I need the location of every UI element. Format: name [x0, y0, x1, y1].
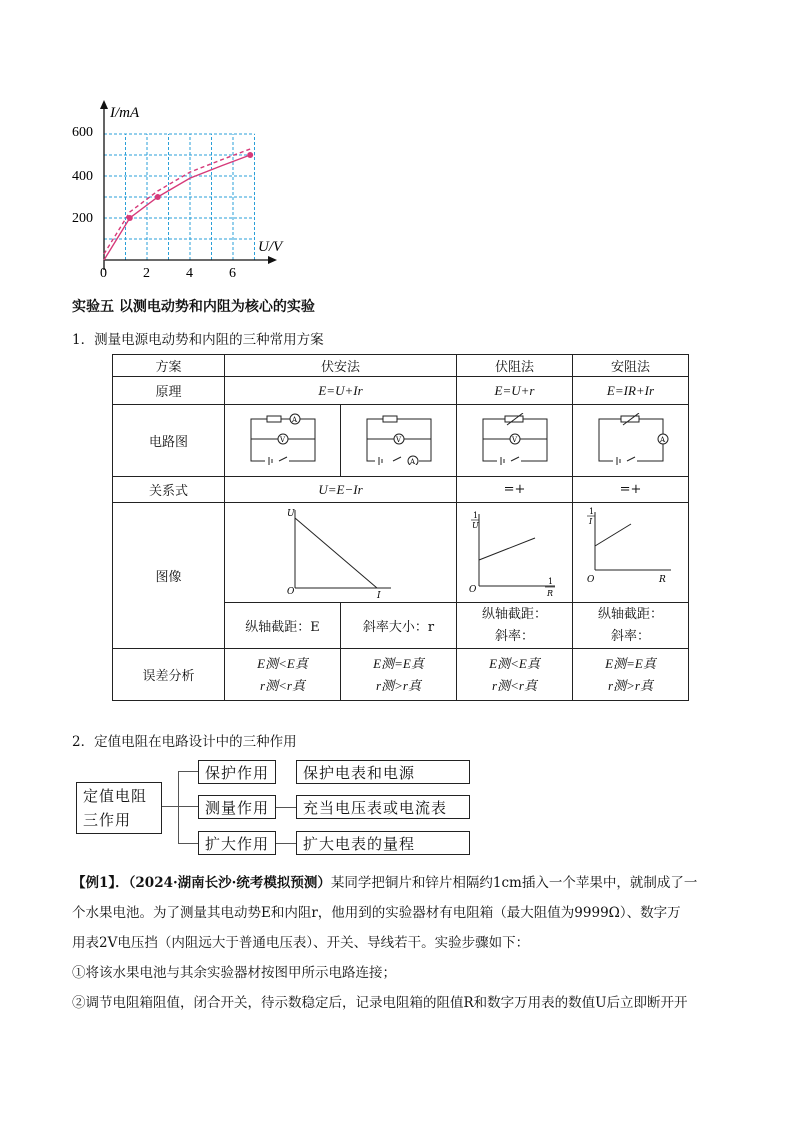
example-step-2: ②调节电阻箱阻值，闭合开关，待示数稳定后，记录电阻箱的阻值R和数字万用表的数值U后立即断开开 [72, 995, 688, 1011]
slope-1: 斜率大小：r [341, 603, 457, 649]
th-voltammetry: 伏安法 [225, 355, 457, 377]
link-3 [276, 843, 296, 844]
slope-3: 斜率： [610, 628, 650, 644]
example-1 [72, 868, 732, 1018]
diagram-trunk [178, 771, 179, 843]
svg-text:I: I [376, 590, 381, 598]
th-amp-resistance: 安阻法 [573, 355, 689, 377]
relation-3: =+ [573, 477, 689, 503]
svg-text:I: I [588, 516, 592, 526]
x-axis-label: U/V [258, 239, 283, 255]
example-text-1: 某同学把铜片和锌片相隔约1cm插入一个苹果中，就制成了一 [330, 875, 698, 891]
section5-title: 实验五 以测电动势和内阻为核心的实验 [72, 299, 315, 315]
y-tick-400: 400 [72, 169, 93, 184]
branch-3-line [178, 843, 198, 844]
svg-text:O: O [468, 584, 476, 595]
circuit-diagram-4 [591, 413, 671, 465]
y-axis-arrow [100, 100, 108, 109]
svg-text:V: V [511, 435, 517, 444]
svg-text:O: O [586, 574, 594, 585]
relation-1: U=E−Ir [225, 477, 457, 503]
desc-protect: 保护电表和电源 [296, 760, 470, 784]
grid [104, 134, 255, 260]
error-3-r: r测<r真 [492, 677, 537, 693]
branch-1-line [178, 771, 198, 772]
intercept-slope-2 [457, 603, 573, 649]
example-tag: 【例1】． [72, 875, 129, 891]
row-principle-label: 原理 [113, 377, 225, 405]
item2-heading: 2．定值电阻在电路设计中的三种作用 [72, 734, 297, 750]
x-tick-2: 2 [143, 266, 150, 281]
i-u-graph [60, 95, 300, 285]
th-volt-resistance: 伏阻法 [457, 355, 573, 377]
error-1 [225, 649, 341, 701]
data-point [127, 215, 133, 221]
circuit-diagram-3 [475, 413, 555, 465]
slope-2: 斜率： [494, 628, 534, 644]
x-tick-4: 4 [186, 266, 193, 281]
role-protect: 保护作用 [198, 760, 276, 784]
row-relation-label: 关系式 [113, 477, 225, 503]
y-tick-200: 200 [72, 211, 93, 226]
svg-text:A: A [409, 457, 415, 465]
error-4 [573, 649, 689, 701]
circuit-diagram-1 [243, 413, 323, 465]
curves [104, 149, 253, 260]
circuit-diagram-2 [359, 413, 439, 465]
th-scheme: 方案 [113, 355, 225, 377]
circuit-2 [341, 405, 457, 477]
data-point [247, 152, 253, 158]
graph-1i-r [581, 504, 681, 598]
svg-text:1: 1 [472, 510, 478, 520]
role-measure: 测量作用 [198, 795, 276, 819]
item1-heading: 1．测量电源电动势和内阻的三种常用方案 [72, 332, 324, 348]
error-2-e: E测=E真 [373, 655, 424, 671]
error-2 [341, 649, 457, 701]
x-tick-0: 0 [100, 266, 107, 281]
error-4-r: r测>r真 [608, 677, 653, 693]
svg-text:U: U [286, 508, 295, 519]
intercept-slope-3 [573, 603, 689, 649]
y-axis-label: I/mA [110, 105, 140, 121]
graph-2-cell [457, 503, 573, 603]
example-step-1: ①将该水果电池与其余实验器材按图甲所示电路连接； [72, 965, 396, 981]
error-1-e: E测<E真 [257, 655, 308, 671]
principle-2: E=U+r [457, 377, 573, 405]
example-source: （2024·湖南长沙·统考模拟预测） [128, 875, 331, 891]
svg-text:A: A [291, 415, 297, 424]
circuit-1 [225, 405, 341, 477]
intercept-3: 纵轴截距： [597, 606, 663, 622]
svg-text:R: R [658, 574, 666, 585]
svg-text:1: 1 [588, 506, 594, 516]
example-line-1 [72, 868, 732, 898]
diagram-stem [162, 806, 178, 807]
example-text-3: 用表2V电压挡（内阻远大于普通电压表）、开关、导线若干。实验步骤如下： [72, 935, 530, 951]
error-1-r: r测<r真 [260, 677, 305, 693]
svg-text:A: A [659, 435, 665, 444]
row-circuit-label: 电路图 [113, 405, 225, 477]
link-2 [276, 807, 296, 808]
row-graph-label: 图像 [113, 503, 225, 649]
svg-text:V: V [395, 435, 401, 444]
x-tick-6: 6 [229, 266, 236, 281]
principle-1: E=U+Ir [225, 377, 457, 405]
circuit-4 [573, 405, 689, 477]
svg-text:V: V [279, 435, 285, 444]
graph-1u-1r [465, 504, 565, 598]
principle-3: E=IR+Ir [573, 377, 689, 405]
svg-text:O: O [286, 586, 294, 597]
branch-2-line [178, 806, 198, 807]
error-3 [457, 649, 573, 701]
desc-expand: 扩大电表的量程 [296, 831, 470, 855]
row-error-label: 误差分析 [113, 649, 225, 701]
circuit-3 [457, 405, 573, 477]
example-text-2: 个水果电池。为了测量其电动势E和内阻r，他用到的实验器材有电阻箱（最大阻值为9999Ω）、数字万 [72, 905, 681, 921]
svg-text:R: R [546, 588, 553, 598]
error-2-r: r测>r真 [376, 677, 421, 693]
svg-text:U: U [471, 520, 479, 530]
intercept-1: 纵轴截距：E [225, 603, 341, 649]
role-expand: 扩大作用 [198, 831, 276, 855]
methods-table [112, 354, 689, 701]
graph-3-cell [573, 503, 689, 603]
graph-u-i [281, 504, 401, 598]
desc-measure: 充当电压表或电流表 [296, 795, 470, 819]
intercept-2: 纵轴截距： [481, 606, 547, 622]
error-3-e: E测<E真 [489, 655, 540, 671]
svg-text:1: 1 [547, 576, 553, 586]
y-tick-600: 600 [72, 125, 93, 140]
error-4-e: E测=E真 [605, 655, 656, 671]
diagram-root: 定值电阻三作用 [76, 782, 162, 834]
relation-2: =+ [457, 477, 573, 503]
graph-1-cell [225, 503, 457, 603]
data-point [155, 194, 161, 200]
x-axis-arrow [268, 256, 277, 264]
